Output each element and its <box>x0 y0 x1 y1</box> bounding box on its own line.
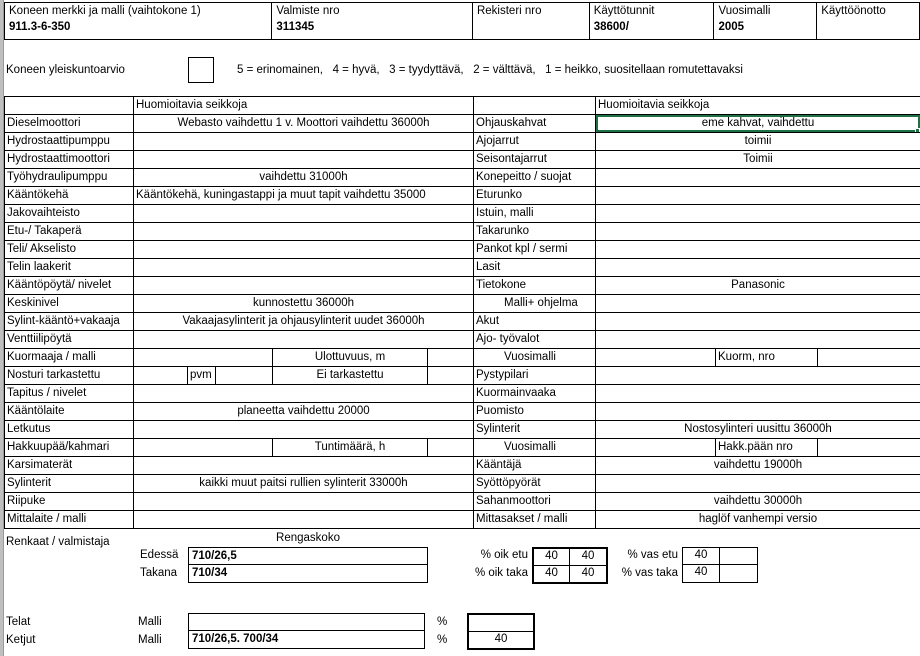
loader-nro-label-cell: Kuorm, nro <box>716 349 818 366</box>
row-label: Istuin, malli <box>474 205 596 222</box>
header-spacer-cell <box>474 97 596 114</box>
inspection-table-left <box>4 96 474 529</box>
operating-hours-value: 38600/ <box>593 21 629 33</box>
spreadsheet-cell[interactable] <box>596 367 920 384</box>
row-label: Tapitus / nivelet <box>5 385 134 402</box>
row-label: Ohjauskahvat <box>474 115 596 132</box>
row-label: Teli/ Akselisto <box>5 241 134 258</box>
row-label: Kääntökehä <box>5 187 134 204</box>
spreadsheet-cell[interactable]: planeetta vaihdettu 20000 <box>134 403 474 420</box>
pct-right-rear-label: % oik taka <box>474 567 528 579</box>
row-label: Pankot kpl / sermi <box>474 241 596 258</box>
row-label: Takarunko <box>474 223 596 240</box>
row-label: Nosturi tarkastettu <box>5 367 134 384</box>
pct-cell[interactable]: 40 <box>534 566 570 583</box>
row-label: Kääntölaite <box>5 403 134 420</box>
spreadsheet-cell[interactable] <box>134 385 474 402</box>
row-label: Keskinivel <box>5 295 134 312</box>
spreadsheet-cell[interactable]: kunnostettu 36000h <box>134 295 474 312</box>
track-model-box <box>188 613 425 649</box>
row-label: Akut <box>474 313 596 330</box>
loader-year-cell[interactable] <box>596 349 716 366</box>
spreadsheet-cell[interactable]: Vakaajasylinterit ja ohjausylinterit uudet 36000h <box>134 313 474 330</box>
row-label: Letkutus <box>5 421 134 438</box>
spreadsheet-cell[interactable] <box>134 457 474 474</box>
row-label: Kääntäjä <box>474 457 596 474</box>
chains-label: Ketjut <box>6 634 36 646</box>
tracks-pct-cell[interactable] <box>469 615 533 632</box>
register-number-cell[interactable] <box>473 3 590 39</box>
pct-left-front-label: % vas etu <box>627 549 678 561</box>
row-label-indented: Vuosimalli <box>474 439 596 456</box>
rear-tire-label: Takana <box>140 567 178 579</box>
pct-cell[interactable] <box>720 565 757 582</box>
pct-cell[interactable]: 40 <box>683 565 720 582</box>
spreadsheet-cell[interactable] <box>134 421 474 438</box>
spreadsheet-cell[interactable] <box>596 169 920 186</box>
spreadsheet-cell[interactable]: kaikki muut paitsi rullien sylinterit 33000h <box>134 475 474 492</box>
pct-cell[interactable]: 40 <box>683 548 720 565</box>
spreadsheet-cell[interactable] <box>596 385 920 402</box>
row-label: Puomisto <box>474 403 596 420</box>
spreadsheet-cell[interactable] <box>134 331 474 348</box>
spreadsheet-cell[interactable] <box>134 511 474 528</box>
row-label: Kääntöpöytä/ nivelet <box>5 277 134 294</box>
spreadsheet-cell[interactable] <box>596 259 920 276</box>
observations-header-right: Huomioitavia seikkoja <box>596 97 920 114</box>
rear-tire-size-cell[interactable]: 710/34 <box>192 567 228 579</box>
row-label: Sylint-kääntö+vakaaja <box>5 313 134 330</box>
overall-condition-label: Koneen yleiskuntoarvio <box>6 64 125 76</box>
head-nro-label-cell: Hakk.pään nro <box>716 439 818 456</box>
row-label: Mittalaite / malli <box>5 511 134 528</box>
row-label: Seisontajarrut <box>474 151 596 168</box>
row-label: Lasit <box>474 259 596 276</box>
hour-count-value-cell[interactable] <box>428 439 474 456</box>
row-label: Dieselmoottori <box>5 115 134 132</box>
pct-cell[interactable]: 40 <box>534 549 570 566</box>
harvester-head-cell[interactable] <box>134 439 273 456</box>
chains-pct-symbol: % <box>437 634 448 646</box>
commissioning-cell[interactable] <box>817 3 919 39</box>
row-label: Tietokone <box>474 277 596 294</box>
spreadsheet-cell[interactable] <box>134 133 474 150</box>
spreadsheet-cell[interactable]: Panasonic <box>596 277 920 294</box>
row-label: Hydrostaattipumppu <box>5 133 134 150</box>
pct-left-box <box>682 547 758 583</box>
spreadsheet-cell[interactable]: Toimii <box>596 151 920 168</box>
spreadsheet-cell[interactable] <box>596 295 920 312</box>
pct-cell[interactable]: 40 <box>581 566 595 579</box>
pct-cell[interactable]: 40 <box>570 549 606 566</box>
serial-number-value: 311345 <box>276 21 315 33</box>
spreadsheet-cell[interactable] <box>596 223 920 240</box>
spreadsheet-cell[interactable] <box>134 205 474 222</box>
row-label: Sahanmoottori <box>474 493 596 510</box>
loader-model-cell[interactable] <box>134 349 273 366</box>
row-label: Hydrostaattimoottori <box>5 151 134 168</box>
tracks-pct-symbol: % <box>437 616 448 628</box>
row-label: Riipuke <box>5 493 134 510</box>
tires-section-label: Renkaat / valmistaja <box>6 536 110 548</box>
model-year-cell[interactable] <box>714 3 817 39</box>
condition-scale-legend: 5 = erinomainen, 4 = hyvä, 3 = tyydyttävä, 2 = välttävä, 1 = heikko, suositellaan romutettavaksi <box>237 64 743 76</box>
front-tire-size-cell[interactable]: 710/26,5 <box>189 548 427 565</box>
pct-cell[interactable] <box>720 548 757 565</box>
spreadsheet-cell[interactable] <box>596 313 920 330</box>
row-label: Mittasakset / malli <box>474 511 596 528</box>
operating-hours-label: Käyttötunnit <box>593 5 655 17</box>
spreadsheet-cell[interactable] <box>134 259 474 276</box>
pct-left-rear-label: % vas taka <box>621 567 678 579</box>
spreadsheet-cell[interactable] <box>596 403 920 420</box>
spreadsheet-cell[interactable] <box>134 277 474 294</box>
tire-size-header: Rengaskoko <box>276 532 340 544</box>
row-label: Jakovaihteisto <box>5 205 134 222</box>
operating-hours-cell[interactable] <box>590 3 715 39</box>
not-inspected-cell: Ei tarkastettu <box>273 367 428 384</box>
pct-right-front-label: % oik etu <box>480 549 528 561</box>
row-label: Telin laakerit <box>5 259 134 276</box>
chains-model-cell[interactable]: 710/26,5. 700/34 <box>192 633 279 645</box>
loader-nro-value-cell[interactable] <box>818 349 920 366</box>
spreadsheet-cell[interactable]: vaihdettu 30000h <box>596 493 920 510</box>
register-number-label: Rekisteri nro <box>476 5 542 17</box>
spreadsheet-cell[interactable] <box>596 241 920 258</box>
crane-inspected-cell[interactable] <box>134 367 188 384</box>
observations-header-left: Huomioitavia seikkoja <box>134 97 474 114</box>
chains-model-label: Malli <box>138 634 162 646</box>
row-label: Ajojarrut <box>474 133 596 150</box>
inspection-table-right <box>473 96 920 529</box>
reach-label-cell: Ulottuvuus, m <box>273 349 428 366</box>
reach-value-cell[interactable] <box>428 349 474 366</box>
row-label: Venttiilipöytä <box>5 331 134 348</box>
machine-model-cell[interactable] <box>5 3 272 39</box>
hour-count-label-cell: Tuntimäärä, h <box>273 439 428 456</box>
model-year-value: 2005 <box>718 21 745 33</box>
condition-score-box[interactable] <box>188 57 214 83</box>
head-nro-value-cell[interactable] <box>818 439 920 456</box>
row-label: Sylinterit <box>5 475 134 492</box>
track-pct-box <box>467 613 535 650</box>
row-label: Hakkuupää/kahmari <box>5 439 134 456</box>
row-label: Kuormainvaaka <box>474 385 596 402</box>
spreadsheet-cell[interactable] <box>134 151 474 168</box>
front-tire-label: Edessä <box>140 549 179 561</box>
date-label-cell: pvm <box>188 367 216 384</box>
spreadsheet-cell[interactable] <box>596 187 920 204</box>
row-label-indented: Vuosimalli <box>474 349 596 366</box>
header-spacer-cell <box>5 97 134 114</box>
spreadsheet-cell[interactable]: Webasto vaihdettu 1 v. Moottori vaihdettu 36000h <box>134 115 474 132</box>
selected-cell[interactable]: eme kahvat, vaihdettu <box>596 115 920 132</box>
head-year-cell[interactable] <box>596 439 716 456</box>
chains-pct-cell[interactable]: 40 <box>494 632 508 645</box>
row-label: Etu-/ Takaperä <box>5 223 134 240</box>
tracks-model-cell[interactable] <box>189 614 424 631</box>
tire-size-box <box>188 547 428 583</box>
row-label: Kuormaaja / malli <box>5 349 134 366</box>
row-label: Ajo- työvalot <box>474 331 596 348</box>
spreadsheet-cell[interactable]: Kääntökehä, kuningastappi ja muut tapit vaihdettu 35000 <box>134 187 474 204</box>
serial-number-label: Valmiste nro <box>276 5 340 17</box>
machine-model-value: 911.3-6-350 <box>9 21 71 33</box>
crane-extra-cell[interactable] <box>428 367 474 384</box>
machine-header-table <box>4 2 920 40</box>
spreadsheet-cell[interactable] <box>596 205 920 222</box>
spreadsheet-cell[interactable] <box>596 475 920 492</box>
row-label: Sylinterit <box>474 421 596 438</box>
commissioning-label: Käyttöönotto <box>821 5 886 17</box>
row-label: Syöttöpyörät <box>474 475 596 492</box>
spreadsheet-cell[interactable] <box>596 331 920 348</box>
row-label: Eturunko <box>474 187 596 204</box>
spreadsheet-cell[interactable]: Nostosylinteri uusittu 36000h <box>596 421 920 438</box>
row-label: Karsimaterät <box>5 457 134 474</box>
spreadsheet-cell[interactable] <box>134 223 474 240</box>
date-value-cell[interactable] <box>216 367 273 384</box>
spreadsheet-cell[interactable]: vaihdettu 19000h <box>596 457 920 474</box>
model-year-label: Vuosimalli <box>718 5 771 17</box>
spreadsheet-cell[interactable] <box>134 493 474 510</box>
spreadsheet-cell[interactable]: haglöf vanhempi versio <box>596 511 920 528</box>
row-label: Konepeitto / suojat <box>474 169 596 186</box>
row-label: Työhydraulipumppu <box>5 169 134 186</box>
machine-model-label: Koneen merkki ja malli (vaihtokone 1) <box>9 5 201 17</box>
spreadsheet-cell[interactable] <box>134 241 474 258</box>
tracks-label: Telat <box>6 616 31 628</box>
serial-number-cell[interactable] <box>272 3 473 39</box>
row-label-indented: Malli+ ohjelma <box>474 295 596 312</box>
pct-right-box <box>532 547 608 584</box>
row-label: Pystypilari <box>474 367 596 384</box>
spreadsheet-cell[interactable]: vaihdettu 31000h <box>134 169 474 186</box>
spreadsheet-cell[interactable]: toimii <box>596 133 920 150</box>
tracks-model-label: Malli <box>138 616 162 628</box>
